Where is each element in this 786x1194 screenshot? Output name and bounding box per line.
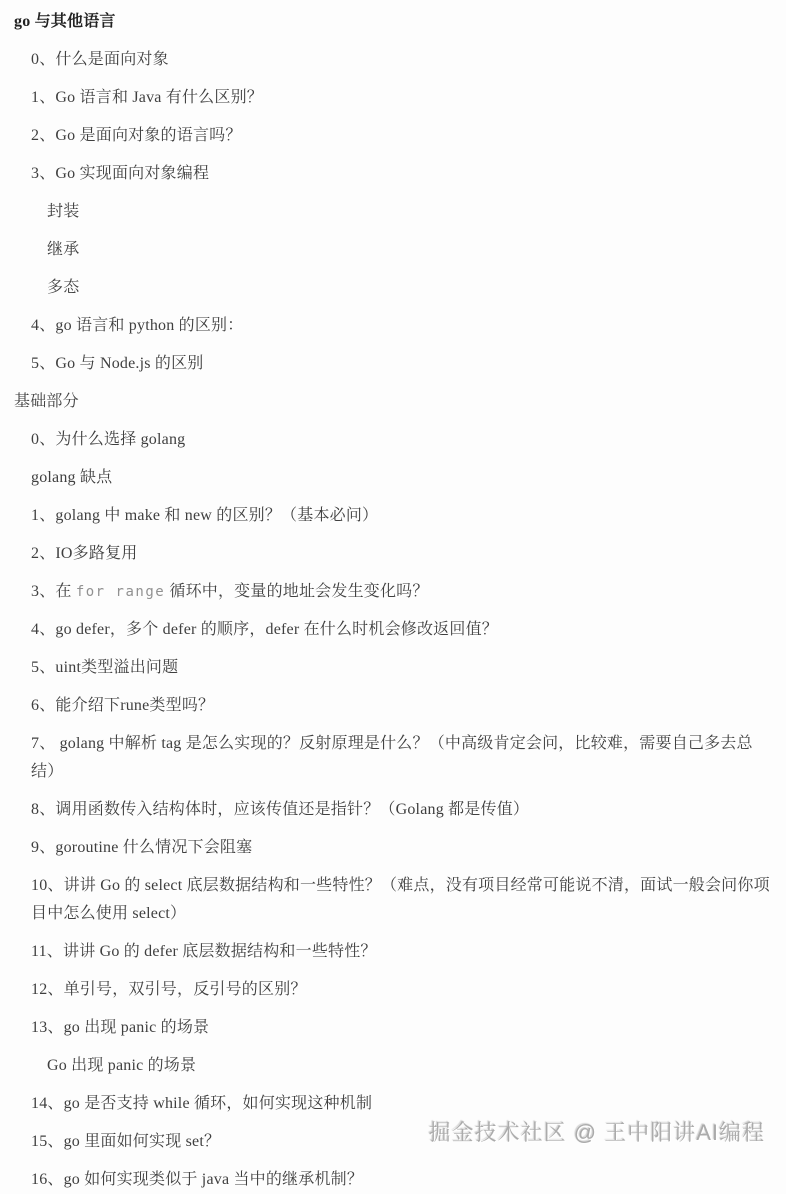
question-item: 11、讲讲 Go 的 defer 底层数据结构和一些特性？ xyxy=(31,943,377,960)
question-item: 15、go 里面如何实现 set？ xyxy=(31,1133,221,1150)
question-item: 8、调用函数传入结构体时，应该传值还是指针？（Golang 都是传值） xyxy=(31,801,530,818)
question-item: 1、Go 语言和 Java 有什么区别？ xyxy=(31,89,263,106)
question-item: 1、golang 中 make 和 new 的区别？（基本必问） xyxy=(31,507,379,524)
sub-item: 多态 xyxy=(47,279,80,296)
question-item: 9、goroutine 什么情况下会阻塞 xyxy=(31,839,253,856)
question-item: 4、go 语言和 python 的区别： xyxy=(31,317,244,334)
question-item: 7、 golang 中解析 tag 是怎么实现的？反射原理是什么？（中高级肯定会问，比较难，需要自己多去总结） xyxy=(31,735,753,780)
section-heading: go 与其他语言 xyxy=(14,13,116,30)
question-item: 14、go 是否支持 while 循环，如何实现这种机制 xyxy=(31,1095,373,1112)
question-item: 10、讲讲 Go 的 select 底层数据结构和一些特性？（难点，没有项目经常可能说不清，面试一般会问你项目中怎么使用 select） xyxy=(31,877,770,922)
inline-code: for range xyxy=(75,584,166,600)
question-item: 5、uint类型溢出问题 xyxy=(31,659,179,676)
question-item: 0、为什么选择 golang xyxy=(31,431,186,448)
question-item: 12、单引号，双引号，反引号的区别？ xyxy=(31,981,307,998)
question-item: 3、Go 实现面向对象编程 xyxy=(31,165,210,182)
sub-item: 继承 xyxy=(47,241,80,258)
section-heading: 基础部分 xyxy=(14,393,79,410)
question-item: golang 缺点 xyxy=(31,469,113,486)
question-text: 3、在 xyxy=(31,583,76,600)
question-text: 循环中，变量的地址会发生变化吗？ xyxy=(165,583,429,600)
sub-item: 封装 xyxy=(47,203,80,220)
question-item: 0、什么是面向对象 xyxy=(31,51,169,68)
question-item: 16、go 如何实现类似于 java 当中的继承机制？ xyxy=(31,1171,364,1188)
question-item xyxy=(14,578,770,606)
question-item: 4、go defer，多个 defer 的顺序，defer 在什么时机会修改返回值？ xyxy=(31,621,498,638)
question-item: 2、Go 是面向对象的语言吗？ xyxy=(31,127,242,144)
question-item: 2、IO多路复用 xyxy=(31,545,138,562)
question-item: 13、go 出现 panic 的场景 xyxy=(31,1019,210,1036)
question-item: 6、能介绍下rune类型吗？ xyxy=(31,697,215,714)
watermark: 掘金技术社区 @ 王中阳讲AI编程 xyxy=(428,1120,765,1145)
question-item: 5、Go 与 Node.js 的区别 xyxy=(31,355,204,372)
sub-item: Go 出现 panic 的场景 xyxy=(47,1057,197,1074)
